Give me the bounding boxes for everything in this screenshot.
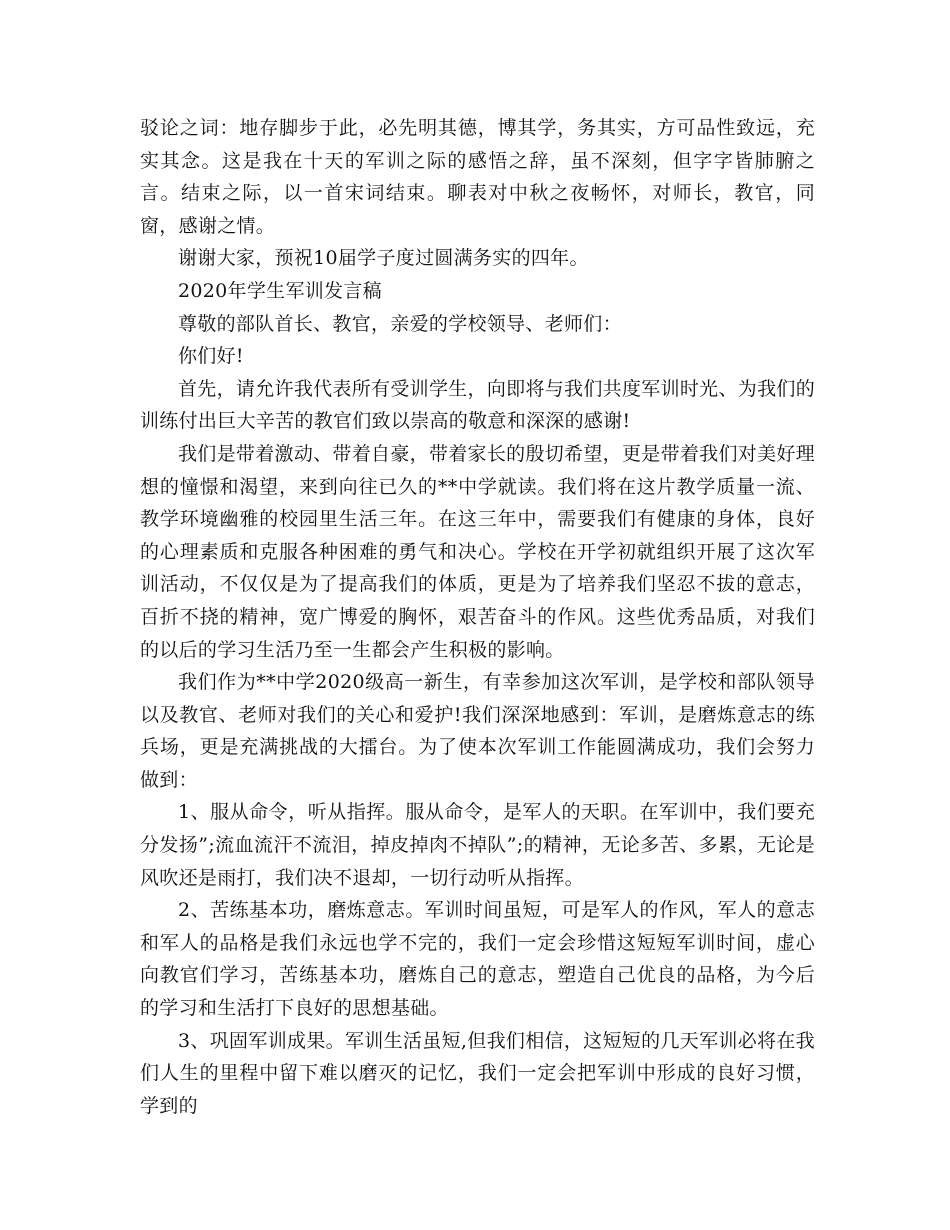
list-item-2: 2、苦练基本功，磨炼意志。军训时间虽短，可是军人的作风，军人的意志和军人的品格是我们永远也学不完的，我们一定会珍惜这短短军训时间，虚心向教官们学习，苦练基本功，磨炼自己的意志，塑造自己优良的品格，为今后的学习和生活打下良好的思想基础。 [140,899,815,1020]
section-title: 2020年学生军训发言稿 [178,279,382,302]
paragraph-commitment: 我们作为**中学2020级高一新生，有幸参加这次军训，是学校和部队领导以及教官、老师对我们的关心和爱护!我们深深地感到：军训，是磨炼意志的练兵场，更是充满挑战的大擂台。为了使本次军训工作能圆满成功，我们会努力做到： [140,671,815,791]
list-item-1: 1、服从命令，听从指挥。服从命令，是军人的天职。在军训中，我们要充分发扬”;流血流汗不流泪，掉皮掉肉不掉队”;的精神，无论多苦、多累，无论是风吹还是雨打，我们决不退却，一切行动听从指挥。 [140,801,815,889]
document-page [140,112,815,1122]
salutation: 尊敬的部队首长、教官，亲爱的学校领导、老师们： [178,312,622,335]
paragraph-continued: 驳论之词：地存脚步于此，必先明其德，博其学，务其实，方可品性致远，充实其念。这是我在十天的军训之际的感悟之辞，虽不深刻，但字字皆肺腑之言。结束之际，以一首宋词结束。聊表对中秋之夜畅怀，对师长，教官，同窗，感谢之情。 [140,117,815,237]
paragraph-purpose: 我们是带着激动、带着自豪，带着家长的殷切希望，更是带着我们对美好理想的憧憬和渴望，来到向往已久的**中学就读。我们将在这片教学质量一流、教学环境幽雅的校园里生活三年。在这三年中，需要我们有健康的身体，良好的心理素质和克服各种困难的勇气和决心。学校在开学初就组织开展了这次军训活动，不仅仅是为了提高我们的体质，更是为了培养我们坚忍不拔的意志，百折不挠的精神，宽广博爱的胸怀，艰苦奋斗的作风。这些优秀品质，对我们的以后的学习生活乃至一生都会产生积极的影响。 [140,442,815,661]
paragraph-opening: 首先，请允许我代表所有受训学生，向即将与我们共度军训时光、为我们的训练付出巨大辛苦的教官们致以崇高的敬意和深深的感谢! [140,377,815,433]
paragraph-thanks: 谢谢大家，预祝10届学子度过圆满务实的四年。 [178,247,589,270]
greeting: 你们好! [178,345,244,368]
list-item-3: 3、巩固军训成果。军训生活虽短,但我们相信，这短短的几天军训必将在我们人生的里程中留下难以磨灭的记忆，我们一定会把军训中形成的良好习惯，学到的 [140,1029,815,1117]
